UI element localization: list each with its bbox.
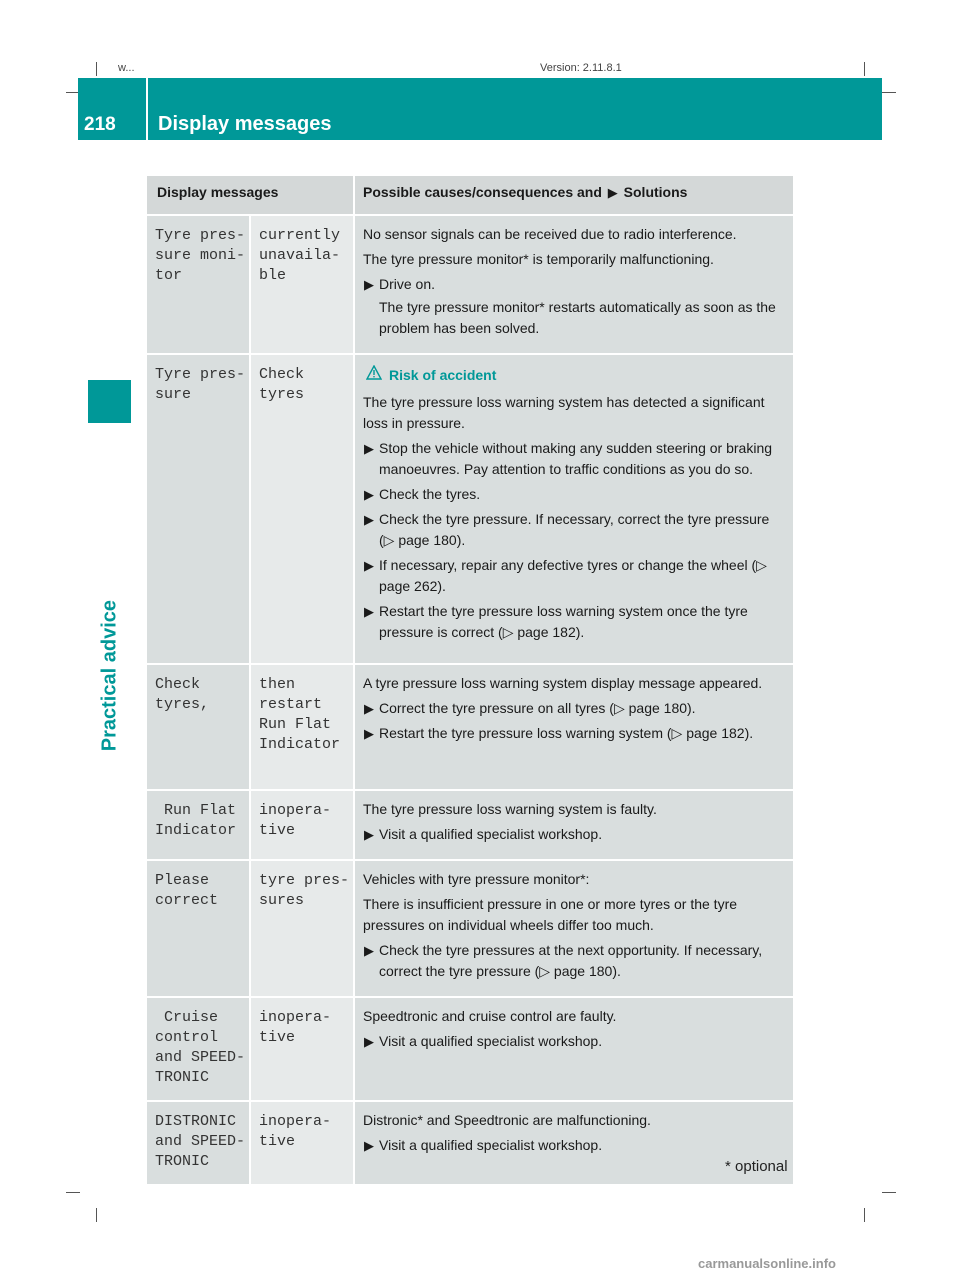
- code-line: TRONIC: [155, 1069, 210, 1086]
- table-row: [146, 215, 794, 354]
- cause-and-solution: [354, 860, 794, 997]
- crop-mark: [882, 92, 896, 93]
- cause-and-solution: [354, 997, 794, 1101]
- display-code-primary: [146, 790, 250, 860]
- slug-right: Version: 2.11.8.1: [540, 62, 622, 74]
- code-line: and SPEED-: [155, 1049, 246, 1066]
- arrow-right-icon: ▶: [364, 726, 374, 741]
- cause-and-solution: [354, 664, 794, 790]
- code-line: currently: [259, 227, 341, 244]
- watermark: carmanualsonline.info: [698, 1256, 836, 1271]
- code-line: inopera-: [259, 1009, 332, 1026]
- warning-triangle-icon: [366, 365, 382, 380]
- code-line: restart: [259, 696, 323, 713]
- section-label: Practical advice: [98, 600, 121, 752]
- arrow-right-icon: ▶: [364, 512, 374, 527]
- solution-step: [363, 555, 787, 597]
- solution-step: [363, 723, 787, 744]
- table-row: [146, 664, 794, 790]
- solution-step: [363, 940, 787, 982]
- display-code-secondary: [250, 860, 354, 997]
- code-line: DISTRONIC: [155, 1113, 237, 1130]
- table-row: [146, 790, 794, 860]
- step-text: Visit a qualified specialist workshop.: [379, 826, 603, 842]
- step-text: Visit a qualified specialist workshop.: [379, 1033, 603, 1049]
- description-text: Vehicles with tyre pressure monitor*:: [363, 871, 590, 887]
- solution-step: [363, 601, 787, 643]
- code-line: Please: [155, 872, 210, 889]
- code-line: tive: [259, 822, 296, 839]
- code-line: Check: [155, 676, 201, 693]
- arrow-right-icon: ▶: [364, 277, 374, 292]
- crop-mark: [864, 62, 865, 76]
- step-continuation: [363, 297, 787, 339]
- step-text: Restart the tyre pressure loss warning system once the tyre pressure is correct (▷ page 182).: [379, 603, 748, 640]
- arrow-right-icon: ▶: [364, 1138, 374, 1153]
- display-code-primary: [146, 664, 250, 790]
- solution-step: [363, 824, 787, 845]
- display-code-primary: [146, 860, 250, 997]
- code-line: and SPEED-: [155, 1133, 246, 1150]
- code-line: tyre pres-: [259, 872, 350, 889]
- display-code-primary: [146, 997, 250, 1101]
- step-text: Drive on.: [379, 276, 436, 292]
- code-line: Indicator: [259, 736, 341, 753]
- display-code-primary: [146, 1101, 250, 1185]
- description-text: Speedtronic and cruise control are faulty.: [363, 1008, 617, 1024]
- code-line: TRONIC: [155, 1153, 210, 1170]
- step-text: Check the tyres.: [379, 486, 481, 502]
- solution-step: [363, 1135, 787, 1156]
- arrow-right-icon: ▶: [364, 943, 374, 958]
- description-text: The tyre pressure monitor* is temporarily malfunctioning.: [363, 251, 714, 267]
- arrow-right-icon: ▶: [364, 441, 374, 456]
- table-row: [146, 1101, 794, 1185]
- cause-and-solution: [354, 790, 794, 860]
- code-line: Run Flat: [259, 716, 332, 733]
- description-text: Distronic* and Speedtronic are malfunctioning.: [363, 1112, 651, 1128]
- display-code-primary: [146, 354, 250, 664]
- display-code-secondary: [250, 354, 354, 664]
- arrow-right-icon: ▶: [607, 185, 618, 200]
- code-line: tive: [259, 1029, 296, 1046]
- solution-step: [363, 484, 787, 505]
- page-number: 218: [84, 114, 116, 135]
- step-text: Visit a qualified specialist workshop.: [379, 1137, 603, 1153]
- code-line: tor: [155, 267, 183, 284]
- column-header-display: Display messages: [146, 175, 354, 215]
- warning-heading: [363, 365, 787, 386]
- arrow-right-icon: ▶: [364, 701, 374, 716]
- cause-and-solution: [354, 215, 794, 354]
- code-line: Indicator: [155, 822, 237, 839]
- solution-step: [363, 698, 787, 719]
- code-line: Check: [259, 366, 305, 383]
- step-text: Check the tyre pressure. If necessary, correct the tyre pressure (▷ page 180).: [379, 511, 770, 548]
- column-header-causes: Possible causes/consequences and ▶ Solutions: [354, 175, 794, 215]
- code-line: Run Flat: [155, 802, 237, 819]
- crop-mark: [66, 1192, 80, 1193]
- code-line: inopera-: [259, 802, 332, 819]
- display-code-secondary: [250, 790, 354, 860]
- code-line: Cruise: [155, 1009, 219, 1026]
- code-line: tive: [259, 1133, 296, 1150]
- arrow-right-icon: ▶: [364, 487, 374, 502]
- description-text: The tyre pressure loss warning system has detected a significant loss in pressure.: [363, 394, 765, 431]
- display-messages-table: [145, 174, 795, 1186]
- display-code-primary: [146, 215, 250, 354]
- crop-mark: [864, 1208, 865, 1222]
- table-row: [146, 354, 794, 664]
- arrow-right-icon: ▶: [364, 604, 374, 619]
- step-text: Correct the tyre pressure on all tyres (▷ page 180).: [379, 700, 696, 716]
- code-line: control: [155, 1029, 219, 1046]
- solution-step: [363, 509, 787, 551]
- warning-text: Risk of accident: [389, 367, 497, 383]
- slug-left: w...: [118, 62, 135, 74]
- step-text: Stop the vehicle without making any sudden steering or braking manoeuvres. Pay attention to traffic conditions as you do so.: [379, 440, 773, 477]
- table-row: [146, 860, 794, 997]
- arrow-right-icon: ▶: [364, 827, 374, 842]
- description-text: The tyre pressure loss warning system is faulty.: [363, 801, 657, 817]
- arrow-right-icon: ▶: [364, 558, 374, 573]
- solution-step: [363, 274, 787, 295]
- code-line: sures: [259, 892, 305, 909]
- code-line: inopera-: [259, 1113, 332, 1130]
- table-row: [146, 997, 794, 1101]
- code-line: unavaila-: [259, 247, 341, 264]
- crop-mark: [96, 62, 97, 76]
- cause-and-solution: [354, 354, 794, 664]
- code-line: Tyre pres-: [155, 366, 246, 383]
- solution-step: [363, 1031, 787, 1052]
- step-text: Check the tyre pressures at the next opportunity. If necessary, correct the tyre pressure (▷ page 180).: [379, 942, 763, 979]
- code-line: ble: [259, 267, 287, 284]
- description-text: No sensor signals can be received due to radio interference.: [363, 226, 737, 242]
- arrow-right-icon: ▶: [364, 1034, 374, 1049]
- solution-step: [363, 438, 787, 480]
- description-text: There is insufficient pressure in one or more tyres or the tyre pressures on individual wheels differ too much.: [363, 896, 738, 933]
- code-line: sure: [155, 386, 192, 403]
- step-text: The tyre pressure monitor* restarts automatically as soon as the problem has been solved.: [379, 299, 776, 336]
- page-title: Display messages: [158, 113, 332, 135]
- crop-mark: [882, 1192, 896, 1193]
- code-line: tyres: [259, 386, 305, 403]
- description-text: A tyre pressure loss warning system display message appeared.: [363, 675, 763, 691]
- code-line: correct: [155, 892, 219, 909]
- step-text: Restart the tyre pressure loss warning system (▷ page 182).: [379, 725, 754, 741]
- header-divider: [146, 78, 148, 140]
- display-code-secondary: [250, 215, 354, 354]
- code-line: sure moni-: [155, 247, 246, 264]
- step-text: If necessary, repair any defective tyres or change the wheel (▷ page 262).: [379, 557, 767, 594]
- display-code-secondary: [250, 997, 354, 1101]
- table-header-row: [146, 175, 794, 215]
- code-line: Tyre pres-: [155, 227, 246, 244]
- crop-mark: [96, 1208, 97, 1222]
- display-code-secondary: [250, 664, 354, 790]
- code-line: tyres,: [155, 696, 210, 713]
- section-tab: [88, 380, 131, 423]
- display-code-secondary: [250, 1101, 354, 1185]
- code-line: then: [259, 676, 296, 693]
- footer-note: * optional: [725, 1158, 788, 1175]
